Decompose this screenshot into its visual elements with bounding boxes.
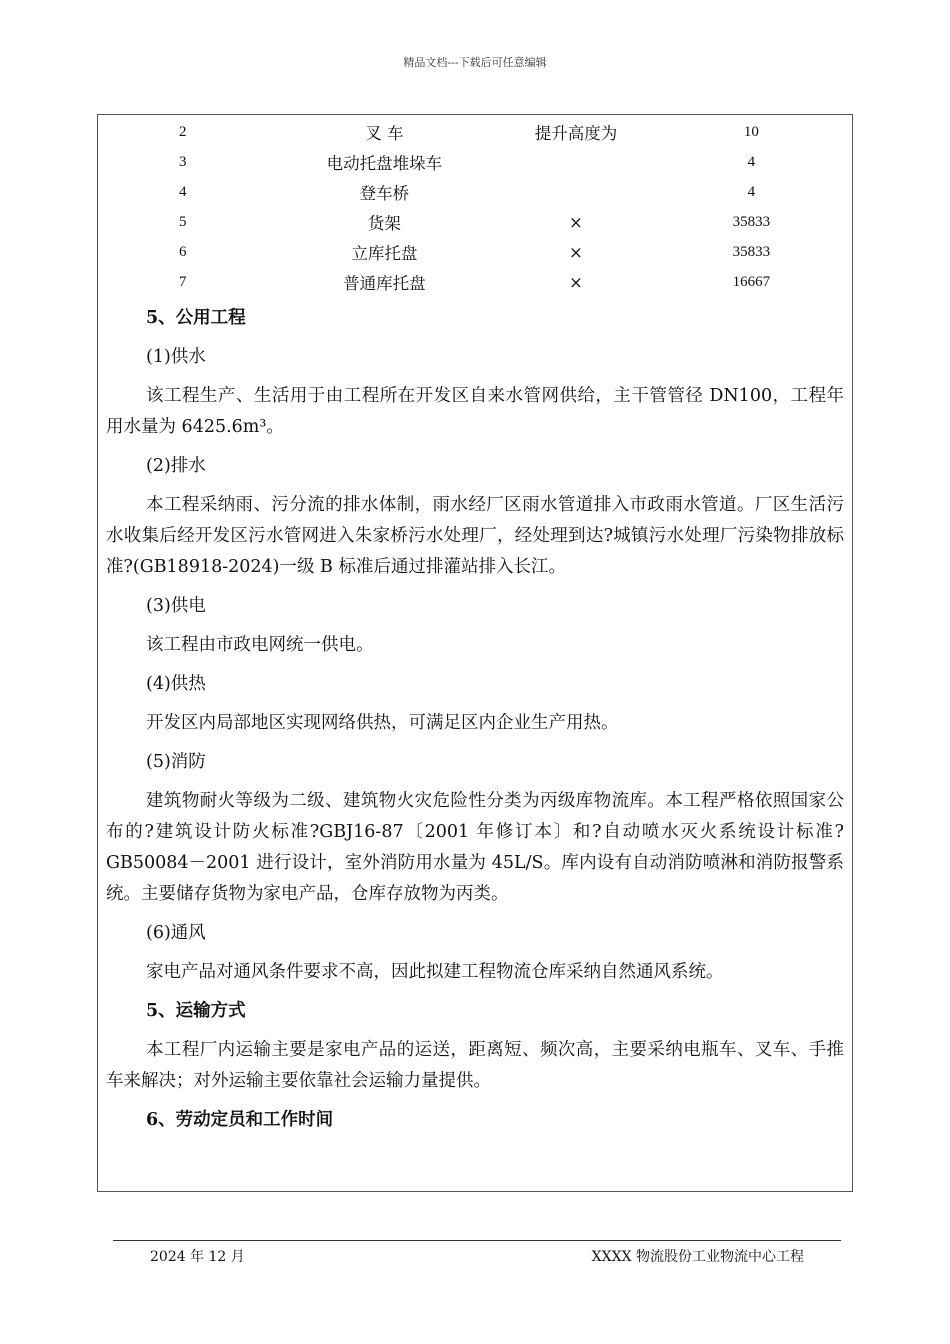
equipment-row xyxy=(98,117,852,147)
equipment-spec: 提升高度为 xyxy=(534,124,618,143)
equipment-spec: × xyxy=(569,272,583,292)
equipment-no: 7 xyxy=(178,273,187,290)
equipment-row xyxy=(98,207,852,237)
equipment-row xyxy=(98,147,852,177)
equipment-qty: 4 xyxy=(747,153,756,170)
ventilation-text: 家电产品对通风条件要求不高，因此拟建工程物流仓库采纳自然通风系统。 xyxy=(146,962,724,982)
section-heading-transport: 5、运输方式 xyxy=(146,1001,246,1021)
equipment-qty: 4 xyxy=(747,183,756,200)
equipment-row xyxy=(98,267,852,297)
equipment-no: 5 xyxy=(178,213,187,230)
equipment-spec xyxy=(501,147,650,177)
equipment-no: 3 xyxy=(178,153,187,170)
footer-date: 2024 年 12 月 xyxy=(150,1249,245,1265)
equipment-name: 登车桥 xyxy=(359,184,410,203)
fire-text: 建筑物耐火等级为二级、建筑物火灾危险性分类为丙级库物流库。本工程严格依照国家公布的?建筑设计防火标准?GBJ16-87〔2001 年修订本〕和?自动喷水灭火系统设计标准?GB50084－2001 进行设计，室外消防用水量为 45L/S。库内设有自动消防喷淋和消防报警系统。主要储存货物为家电产品，仓库存放物为丙类。 xyxy=(106,791,844,904)
equipment-name: 电动托盘堆垛车 xyxy=(326,154,443,173)
content-body xyxy=(98,303,852,1144)
equipment-name: 立库托盘 xyxy=(351,244,418,263)
heat-title: (4)供热 xyxy=(146,674,206,694)
footer-rule xyxy=(113,1240,841,1241)
power-title: (3)供电 xyxy=(146,596,206,616)
equipment-spec: × xyxy=(569,242,583,262)
equipment-spec xyxy=(501,177,650,207)
equipment-qty: 16667 xyxy=(732,273,771,290)
heat-text: 开发区内局部地区实现网络供热，可满足区内企业生产用热。 xyxy=(146,713,619,733)
equipment-table xyxy=(98,117,852,297)
section-heading-labor: 6、劳动定员和工作时间 xyxy=(146,1110,334,1130)
equipment-qty: 35833 xyxy=(732,213,771,230)
equipment-name: 普通库托盘 xyxy=(343,274,426,293)
content-frame xyxy=(97,114,853,1192)
equipment-qty: 10 xyxy=(743,123,759,140)
drainage-text: 本工程采纳雨、污分流的排水体制，雨水经厂区雨水管道排入市政雨水管道。厂区生活污水收集后经开发区污水管网进入朱家桥污水处理厂，经处理到达?城镇污水处理厂污染物排放标准?(GB18918-2024)一级 B 标准后通过排灌站排入长江。 xyxy=(106,495,844,577)
equipment-no: 6 xyxy=(178,243,187,260)
equipment-spec: × xyxy=(569,212,583,232)
section-heading-public: 5、公用工程 xyxy=(146,308,246,328)
ventilation-title: (6)通风 xyxy=(146,923,206,943)
equipment-name: 叉 车 xyxy=(365,124,404,143)
drainage-title: (2)排水 xyxy=(146,456,206,476)
water-supply-title: (1)供水 xyxy=(146,347,206,367)
transport-text: 本工程厂内运输主要是家电产品的运送，距离短、频次高，主要采纳电瓶车、叉车、手推车来解决；对外运输主要依靠社会运输力量提供。 xyxy=(106,1040,844,1091)
footer-project: XXXX 物流股份工业物流中心工程 xyxy=(591,1249,804,1265)
equipment-row xyxy=(98,237,852,267)
equipment-qty: 35833 xyxy=(732,243,771,260)
equipment-name: 货架 xyxy=(367,214,401,233)
page-header-note: 精品文档---下载后可任意编辑 xyxy=(403,56,547,69)
equipment-no: 2 xyxy=(178,123,187,140)
fire-title: (5)消防 xyxy=(146,752,206,772)
power-text: 该工程由市政电网统一供电。 xyxy=(146,635,374,655)
equipment-row xyxy=(98,177,852,207)
equipment-no: 4 xyxy=(178,183,187,200)
water-supply-text: 该工程生产、生活用于由工程所在开发区自来水管网供给，主干管管径 DN100，工程年用水量为 6425.6m³。 xyxy=(106,386,844,437)
